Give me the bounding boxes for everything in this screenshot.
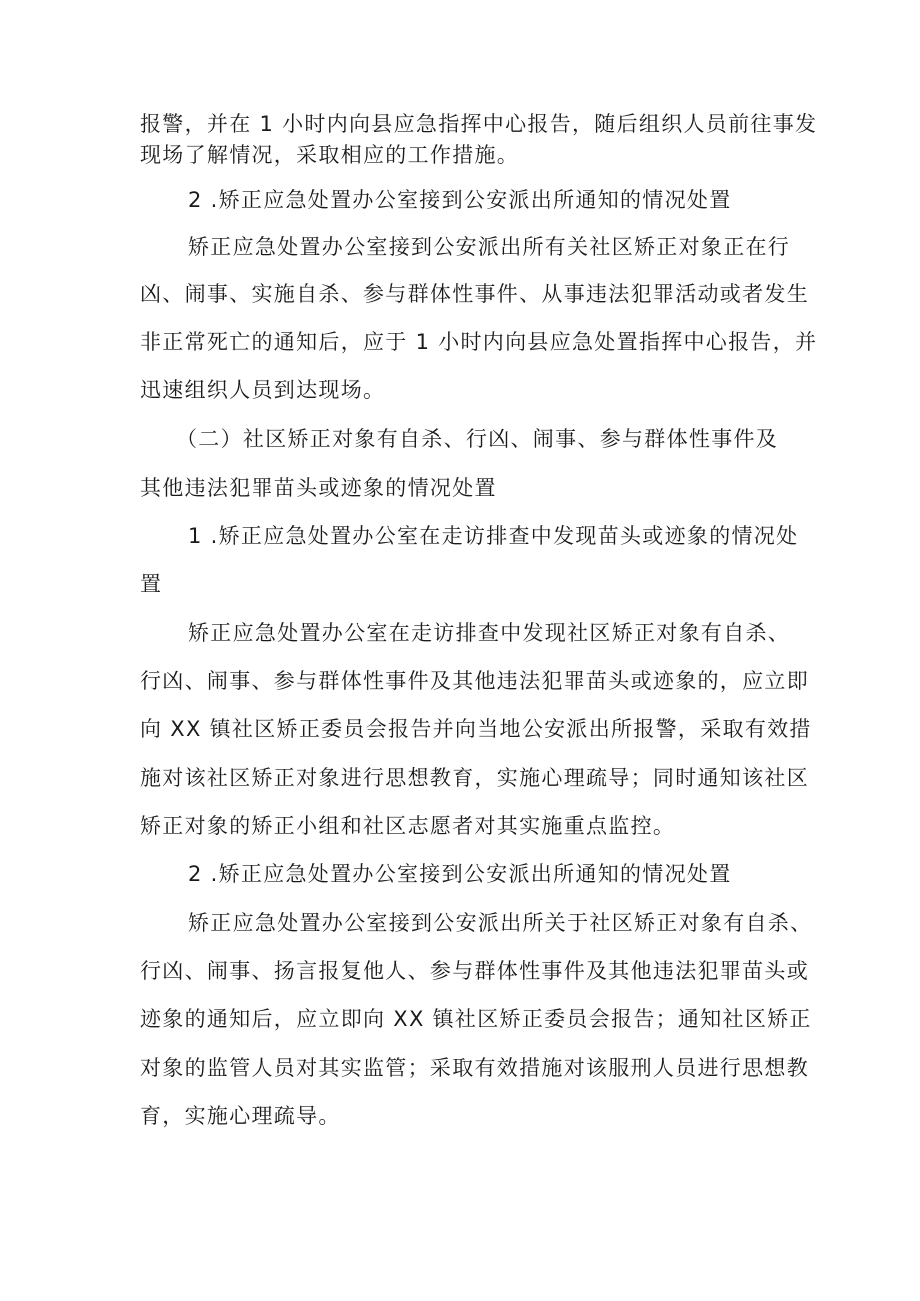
text-line: 向 XX 镇社区矫正委员会报告并向当地公安派出所报警，采取有效措 (140, 717, 812, 741)
text-line: 报警，并在 1 小时内向县应急指挥中心报告，随后组织人员前往事发 (140, 112, 818, 136)
text-line: 育，实施心理疏导。 (140, 1104, 341, 1128)
section-heading: （二）社区矫正对象有自杀、行凶、闹事、参与群体性事件及 (176, 427, 779, 451)
text-line: 现场了解情况，采取相应的工作措施。 (140, 143, 520, 167)
text-line: 凶、闹事、实施自杀、参与群体性事件、从事违法犯罪活动或者发生 (140, 282, 809, 306)
section-heading: 1 .矫正应急处置办公室在走访排查中发现苗头或迹象的情况处 (188, 524, 799, 548)
text-line: 行凶、闹事、扬言报复他人、参与群体性事件及其他违法犯罪苗头或 (140, 959, 809, 983)
section-heading: 2 .矫正应急处置办公室接到公安派出所通知的情况处置 (188, 862, 732, 886)
text-line: 对象的监管人员对其实监管；采取有效措施对该服刑人员进行思想教 (140, 1056, 809, 1080)
text-line: 矫正应急处置办公室接到公安派出所有关社区矫正对象正在行 (188, 235, 791, 259)
text-line: 行凶、闹事、参与群体性事件及其他违法犯罪苗头或迹象的，应立即 (140, 669, 809, 693)
text-line: 施对该社区矫正对象进行思想教育，实施心理疏导；同时通知该社区 (140, 766, 809, 790)
text-line: 矫正对象的矫正小组和社区志愿者对其实施重点监控。 (140, 814, 676, 838)
text-line: 迹象的通知后，应立即向 XX 镇社区矫正委员会报告；通知社区矫正 (140, 1007, 812, 1031)
text-line: 矫正应急处置办公室在走访排查中发现社区矫正对象有自杀、 (188, 621, 791, 645)
text-line: 迅速组织人员到达现场。 (140, 378, 386, 402)
section-heading: 其他违法犯罪苗头或迹象的情况处置 (140, 476, 497, 500)
section-heading: 置 (140, 572, 163, 596)
text-line: 非正常死亡的通知后，应于 1 小时内向县应急处置指挥中心报告，并 (140, 330, 818, 354)
section-heading: 2 .矫正应急处置办公室接到公安派出所通知的情况处置 (188, 188, 732, 212)
text-line: 矫正应急处置办公室接到公安派出所关于社区矫正对象有自杀、 (188, 911, 813, 935)
